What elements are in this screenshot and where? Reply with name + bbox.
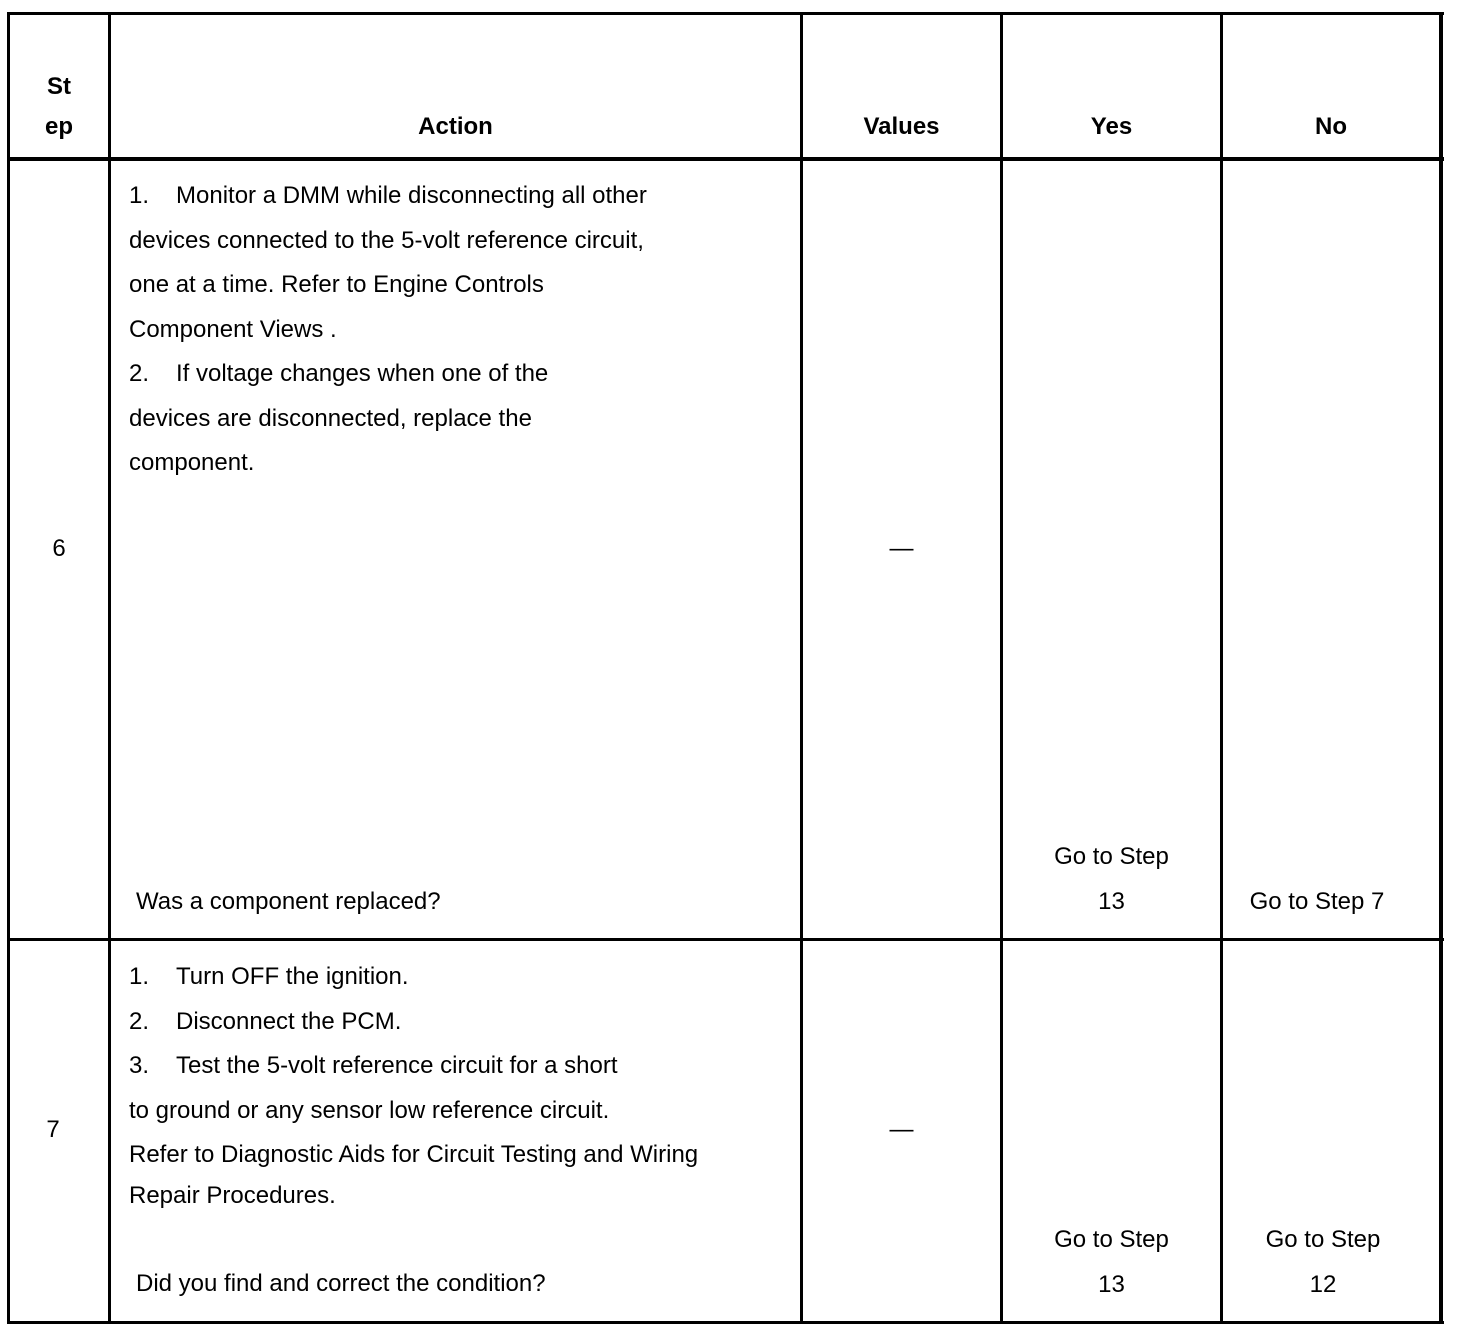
action-line: 1. Monitor a DMM while disconnecting all other [129, 182, 647, 209]
action-instructions [129, 955, 698, 1216]
step-number: 6 [52, 535, 66, 562]
row-divider [7, 938, 1444, 941]
action-line: component. [129, 449, 255, 476]
action-line: 2. If voltage changes when one of the [129, 360, 549, 387]
col-divider-step-action [108, 12, 111, 1324]
action-line: devices are disconnected, replace the [129, 404, 532, 432]
action-line: one at a time. Refer to Engine Controls [129, 271, 544, 298]
yes-cell: Go to Step 13 [1054, 843, 1169, 915]
action-line: to ground or any sensor low reference circuit. [129, 1096, 610, 1124]
no-cell: Go to Step 7 [1249, 888, 1385, 915]
values-cell: — [889, 1116, 914, 1143]
col-divider-values-yes [1000, 12, 1003, 1324]
header-action: Action [418, 113, 493, 140]
action-line: devices connected to the 5-volt reference circuit, [129, 226, 644, 254]
values-cell: — [889, 535, 914, 562]
header-no: No [1315, 113, 1347, 140]
action-question: Did you find and correct the condition? [136, 1270, 546, 1297]
table-border-bottom [7, 1321, 1444, 1324]
header-step: St ep [44, 73, 73, 140]
col-divider-yes-no [1220, 12, 1223, 1324]
action-line: 1. Turn OFF the ignition. [129, 963, 409, 990]
table-border-top [7, 12, 1444, 15]
action-instructions [129, 174, 647, 486]
table-border-right [1439, 12, 1443, 1324]
header-values: Values [863, 113, 940, 140]
action-line: 2. Disconnect the PCM. [129, 1007, 402, 1035]
action-line: Refer to Diagnostic Aids for Circuit Testing and Wiring [129, 1141, 699, 1168]
step-number: 7 [46, 1116, 60, 1143]
action-line: 3. Test the 5-volt reference circuit for a short [129, 1052, 618, 1079]
action-line: Repair Procedures. [129, 1182, 336, 1209]
header-yes: Yes [1090, 113, 1133, 140]
no-cell: Go to Step 12 [1265, 1226, 1381, 1298]
header-divider [7, 157, 1444, 161]
action-question: Was a component replaced? [136, 888, 441, 915]
action-line: Component Views . [129, 315, 337, 343]
yes-cell: Go to Step 13 [1054, 1226, 1169, 1298]
